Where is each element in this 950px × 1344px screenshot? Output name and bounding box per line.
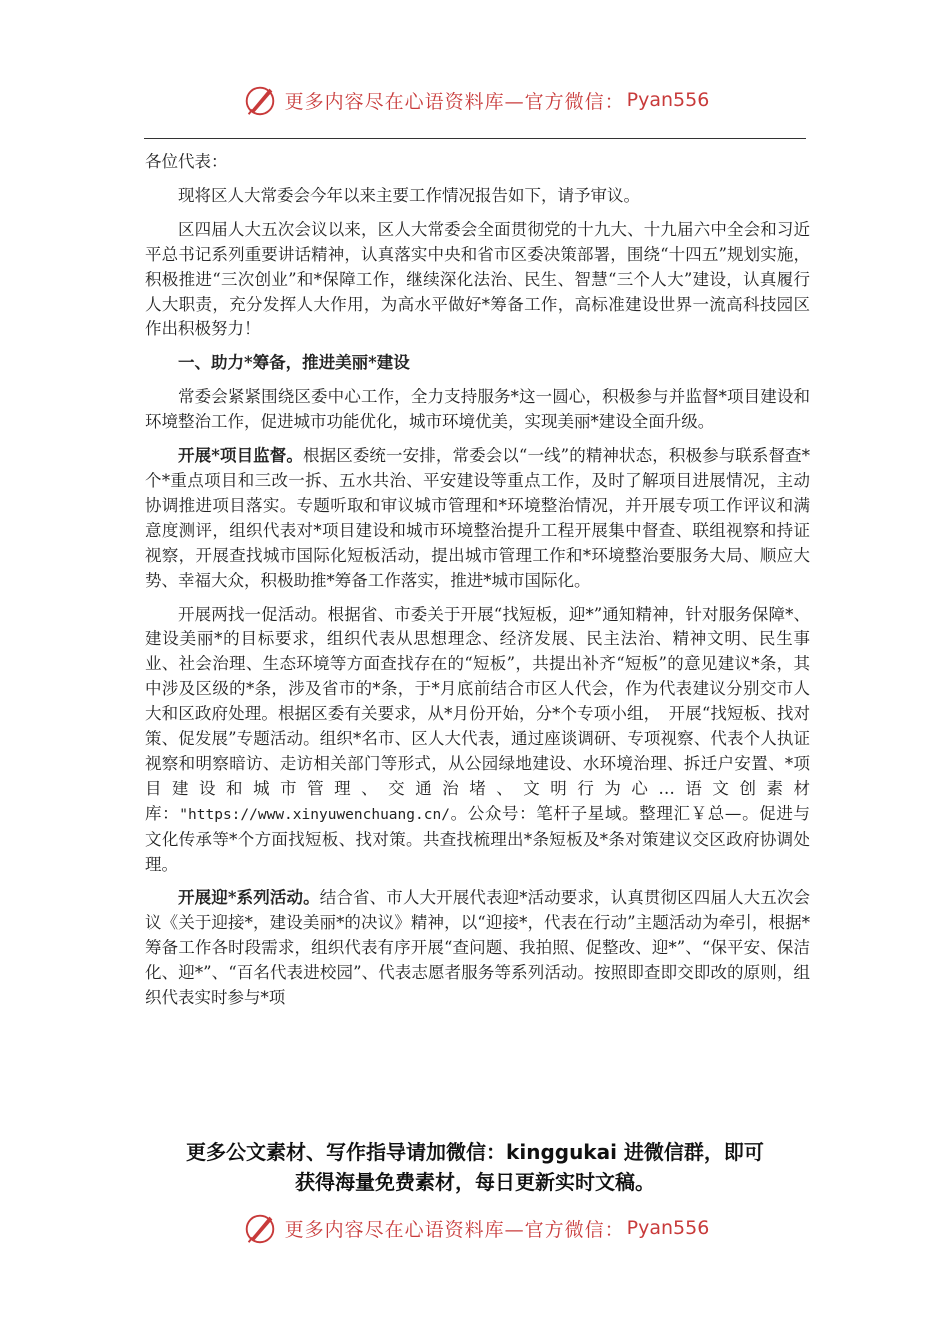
promo-line-2: 获得海量免费素材，每日更新实时文稿。: [295, 1170, 655, 1194]
paragraph-lead: 开展迎*系列活动。: [178, 888, 320, 908]
footer-wechat-id: Pyan556: [626, 1217, 710, 1239]
paragraph-text: 开展两找一促活动。根据省、市委关于开展“找短板，迎*”通知精神，针对服务保障*、建设美丽*的目标要求，组织代表从思想理念、经济发展、民主法治、精神文明、民生事业、社会治理、生态环境等方面查找存在的“短板”，共提出补齐“短板”的意见建议*条，其中涉及区级的*条，涉及省市的*条，于*月底前结合市区人代会，作为代表建议分别交市人大和区政府处理。根据区委有关要求，从*月份开始，分*个专项小组， 开展“找短板、找对策、促发展”专题活动。组织*名市、区人大代表，通过座谈调研、专项视察、代表个人执证视察和明察暗访、走访相关部门等形式，从公园绿地建设、水环境治理、拆迁户安置、*项目建设和城市管理、交通治堵、文明行为心…语文创素材库：: [145, 604, 810, 823]
promo-notice: [100, 1137, 850, 1197]
paragraph-text: 根据区委统一安排，常委会以“一线”的精神状态，积极参与联系督查*个*重点项目和三改一拆、五水共治、平安建设等重点工作，及时了解项目进展情况，主动协调推进项目落实。专题听取和审议城市管理和*环境整治情况，并开展专项工作评议和满意度测评，组织代表对*项目建设和城市环境整治提升工程开展集中督查、联组视察和持证视察，开展查找城市国际化短板活动，提出城市管理工作和*环境整治要服务大局、顺应大势、幸福大众，积极助推*筹备工作落实，推进*城市国际化。: [145, 446, 810, 590]
salutation: 各位代表：: [145, 152, 228, 171]
paragraph-text: 结合省、市人大开展代表迎*活动要求，认真贯彻区四届人大五次会议《关于迎接*，建设美丽*的决议》精神，以“迎接*，代表在行动”主题活动为牵引，根据*筹备工作各时段需求，组织代表有序开展“查问题、我拍照、促整改、迎*”、“保平安、保洁化、迎*”、“百名代表进校园”、代表志愿者服务等系列活动。按照即查即交即改的原则，组织代表实时参与*项: [145, 888, 811, 1008]
report-body: [145, 150, 810, 1020]
section-heading: 一、助力*筹备，推进美丽*建设: [178, 353, 410, 373]
header-banner: [0, 78, 950, 122]
resource-url: "https://www.xinyuwenchuang.cn/: [179, 806, 450, 823]
promo-line-1: 更多公文素材、写作指导请加微信：kinggukai 进微信群，即可: [186, 1140, 764, 1164]
footer-banner-text: 更多内容尽在心语资料库—官方微信：: [284, 1218, 625, 1241]
intro-paragraph: 现将区人大常委会今年以来主要工作情况报告如下，请予审议。: [178, 185, 640, 205]
header-divider: [144, 138, 806, 139]
two-find-paragraph: [145, 603, 810, 878]
footer-banner: [0, 1206, 950, 1250]
welcome-activities-paragraph: [145, 886, 810, 1011]
header-banner-text: 更多内容尽在心语资料库—官方微信：: [284, 90, 625, 113]
header-wechat-id: Pyan556: [626, 89, 710, 111]
project-supervision-paragraph: [145, 444, 810, 593]
paragraph-lead: 开展*项目监督。: [178, 446, 303, 466]
overview-paragraph: 区四届人大五次会议以来，区人大常委会全面贯彻党的十九大、十九届六中全会和习近平总书记系列重要讲话精神，认真落实中央和省市区委决策部署，围绕“十四五”规划实施，积极推进“三次创业”和*保障工作，继续深化法治、民生、智慧“三个人大”建设，认真履行人大职责，充分发挥人大作用，为高水平做好*筹备工作，高标准建设世界一流高科技园区作出积极努力！: [145, 219, 810, 339]
paragraph-text-continued: 。公众号：笔杆子星域。整理汇￥总—。促进与文化传承等*个方面找短板、找对策。共查找梳理出*条短板及*条对策建议交区政府协调处理。: [145, 803, 811, 874]
quill-pen-logo-icon: [241, 81, 279, 119]
section-summary: 常委会紧紧围绕区委中心工作，全力支持服务*这一圆心，积极参与并监督*项目建设和环境整治工作，促进城市功能优化，城市环境优美，实现美丽*建设全面升级。: [145, 387, 810, 432]
quill-pen-logo-icon: [241, 1209, 279, 1247]
